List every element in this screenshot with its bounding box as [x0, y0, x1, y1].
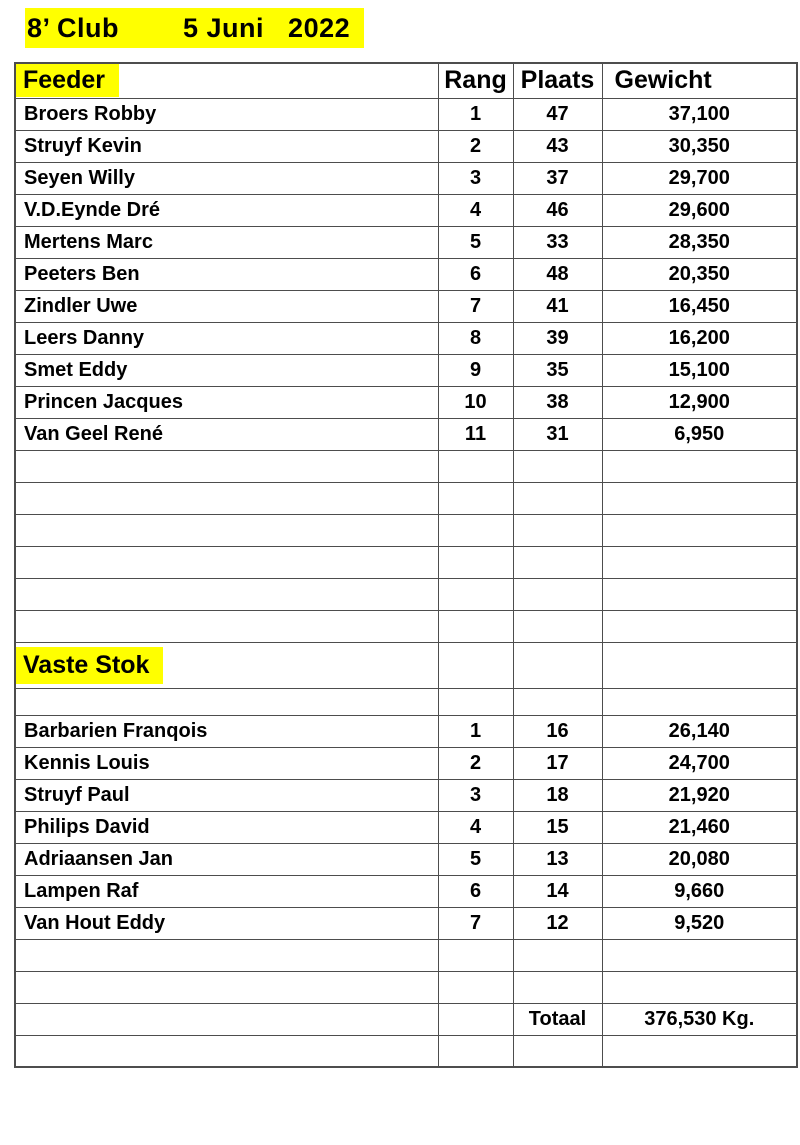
- plaats-value: 17: [513, 747, 602, 779]
- gewicht-value: 20,350: [602, 258, 797, 290]
- angler-name: Adriaansen Jan: [15, 843, 438, 875]
- gewicht-value: 30,350: [602, 130, 797, 162]
- rang-value: 1: [438, 715, 513, 747]
- empty-row: [15, 514, 797, 546]
- section-feeder-header: [15, 63, 438, 98]
- rang-value: 1: [438, 98, 513, 130]
- gewicht-value: 16,200: [602, 322, 797, 354]
- totaal-label: Totaal: [513, 1003, 602, 1035]
- plaats-value: 31: [513, 418, 602, 450]
- feeder-row: [15, 418, 797, 450]
- plaats-value: 14: [513, 875, 602, 907]
- empty-row: [15, 971, 797, 1003]
- gewicht-value: 29,700: [602, 162, 797, 194]
- rang-value: 5: [438, 226, 513, 258]
- gewicht-value: 15,100: [602, 354, 797, 386]
- angler-name: Leers Danny: [15, 322, 438, 354]
- empty-row: [15, 546, 797, 578]
- angler-name: Smet Eddy: [15, 354, 438, 386]
- empty-row: [15, 939, 797, 971]
- feeder-row: [15, 354, 797, 386]
- angler-name: Barbarien Franqois: [15, 715, 438, 747]
- angler-name: Princen Jacques: [15, 386, 438, 418]
- gewicht-value: 20,080: [602, 843, 797, 875]
- angler-name: Struyf Paul: [15, 779, 438, 811]
- gewicht-value: 28,350: [602, 226, 797, 258]
- vaste-stok-row: [15, 843, 797, 875]
- rang-value: 11: [438, 418, 513, 450]
- gewicht-value: 26,140: [602, 715, 797, 747]
- vaste-stok-row: [15, 747, 797, 779]
- col-header-rang: Rang: [438, 63, 513, 98]
- vaste-stok-row: [15, 715, 797, 747]
- empty-row: [15, 578, 797, 610]
- plaats-value: 38: [513, 386, 602, 418]
- gewicht-value: 12,900: [602, 386, 797, 418]
- gewicht-value: 21,920: [602, 779, 797, 811]
- gewicht-value: 16,450: [602, 290, 797, 322]
- plaats-value: 12: [513, 907, 602, 939]
- feeder-row: [15, 322, 797, 354]
- angler-name: Van Hout Eddy: [15, 907, 438, 939]
- rang-value: 10: [438, 386, 513, 418]
- vaste-stok-row: [15, 779, 797, 811]
- angler-name: Zindler Uwe: [15, 290, 438, 322]
- angler-name: Broers Robby: [15, 98, 438, 130]
- vaste-stok-row: [15, 875, 797, 907]
- plaats-value: 37: [513, 162, 602, 194]
- results-table: [14, 62, 798, 1068]
- section-feeder-label: Feeder: [16, 64, 119, 97]
- angler-name: Seyen Willy: [15, 162, 438, 194]
- angler-name: Kennis Louis: [15, 747, 438, 779]
- plaats-value: 43: [513, 130, 602, 162]
- feeder-row: [15, 130, 797, 162]
- plaats-value: 41: [513, 290, 602, 322]
- rang-value: 7: [438, 907, 513, 939]
- rang-value: 3: [438, 162, 513, 194]
- plaats-value: 18: [513, 779, 602, 811]
- empty-row: [15, 1035, 797, 1067]
- plaats-value: 15: [513, 811, 602, 843]
- rang-value: 3: [438, 779, 513, 811]
- vaste-stok-section-row: [15, 642, 797, 688]
- plaats-value: 47: [513, 98, 602, 130]
- vaste-stok-row: [15, 907, 797, 939]
- rang-value: 6: [438, 258, 513, 290]
- feeder-row: [15, 226, 797, 258]
- rang-value: 6: [438, 875, 513, 907]
- plaats-value: 46: [513, 194, 602, 226]
- plaats-value: 13: [513, 843, 602, 875]
- gewicht-value: 24,700: [602, 747, 797, 779]
- angler-name: V.D.Eynde Dré: [15, 194, 438, 226]
- empty-row: [15, 688, 797, 715]
- angler-name: Lampen Raf: [15, 875, 438, 907]
- rang-value: 5: [438, 843, 513, 875]
- rang-value: 8: [438, 322, 513, 354]
- vaste-stok-row: [15, 811, 797, 843]
- feeder-row: [15, 258, 797, 290]
- gewicht-value: 37,100: [602, 98, 797, 130]
- gewicht-value: 29,600: [602, 194, 797, 226]
- col-header-gewicht: Gewicht: [602, 63, 797, 98]
- gewicht-value: 21,460: [602, 811, 797, 843]
- rang-value: 4: [438, 194, 513, 226]
- rang-value: 4: [438, 811, 513, 843]
- rang-value: 2: [438, 130, 513, 162]
- angler-name: Mertens Marc: [15, 226, 438, 258]
- feeder-row: [15, 194, 797, 226]
- feeder-row: [15, 386, 797, 418]
- gewicht-value: 6,950: [602, 418, 797, 450]
- gewicht-value: 9,520: [602, 907, 797, 939]
- plaats-value: 39: [513, 322, 602, 354]
- feeder-row: [15, 290, 797, 322]
- angler-name: Struyf Kevin: [15, 130, 438, 162]
- page-title: 8’ Club 5 Juni 2022: [25, 8, 364, 48]
- empty-row: [15, 450, 797, 482]
- rang-value: 9: [438, 354, 513, 386]
- totaal-value: 376,530 Kg.: [602, 1003, 797, 1035]
- header-row: [15, 63, 797, 98]
- plaats-value: 16: [513, 715, 602, 747]
- gewicht-value: 9,660: [602, 875, 797, 907]
- plaats-value: 48: [513, 258, 602, 290]
- angler-name: Van Geel René: [15, 418, 438, 450]
- rang-value: 2: [438, 747, 513, 779]
- section-vaste-stok-header: [15, 642, 438, 688]
- feeder-row: [15, 98, 797, 130]
- plaats-value: 35: [513, 354, 602, 386]
- rang-value: 7: [438, 290, 513, 322]
- section-vaste-stok-label: Vaste Stok: [16, 647, 163, 684]
- totaal-row: [15, 1003, 797, 1035]
- empty-row: [15, 610, 797, 642]
- angler-name: Philips David: [15, 811, 438, 843]
- col-header-plaats: Plaats: [513, 63, 602, 98]
- angler-name: Peeters Ben: [15, 258, 438, 290]
- plaats-value: 33: [513, 226, 602, 258]
- feeder-row: [15, 162, 797, 194]
- empty-row: [15, 482, 797, 514]
